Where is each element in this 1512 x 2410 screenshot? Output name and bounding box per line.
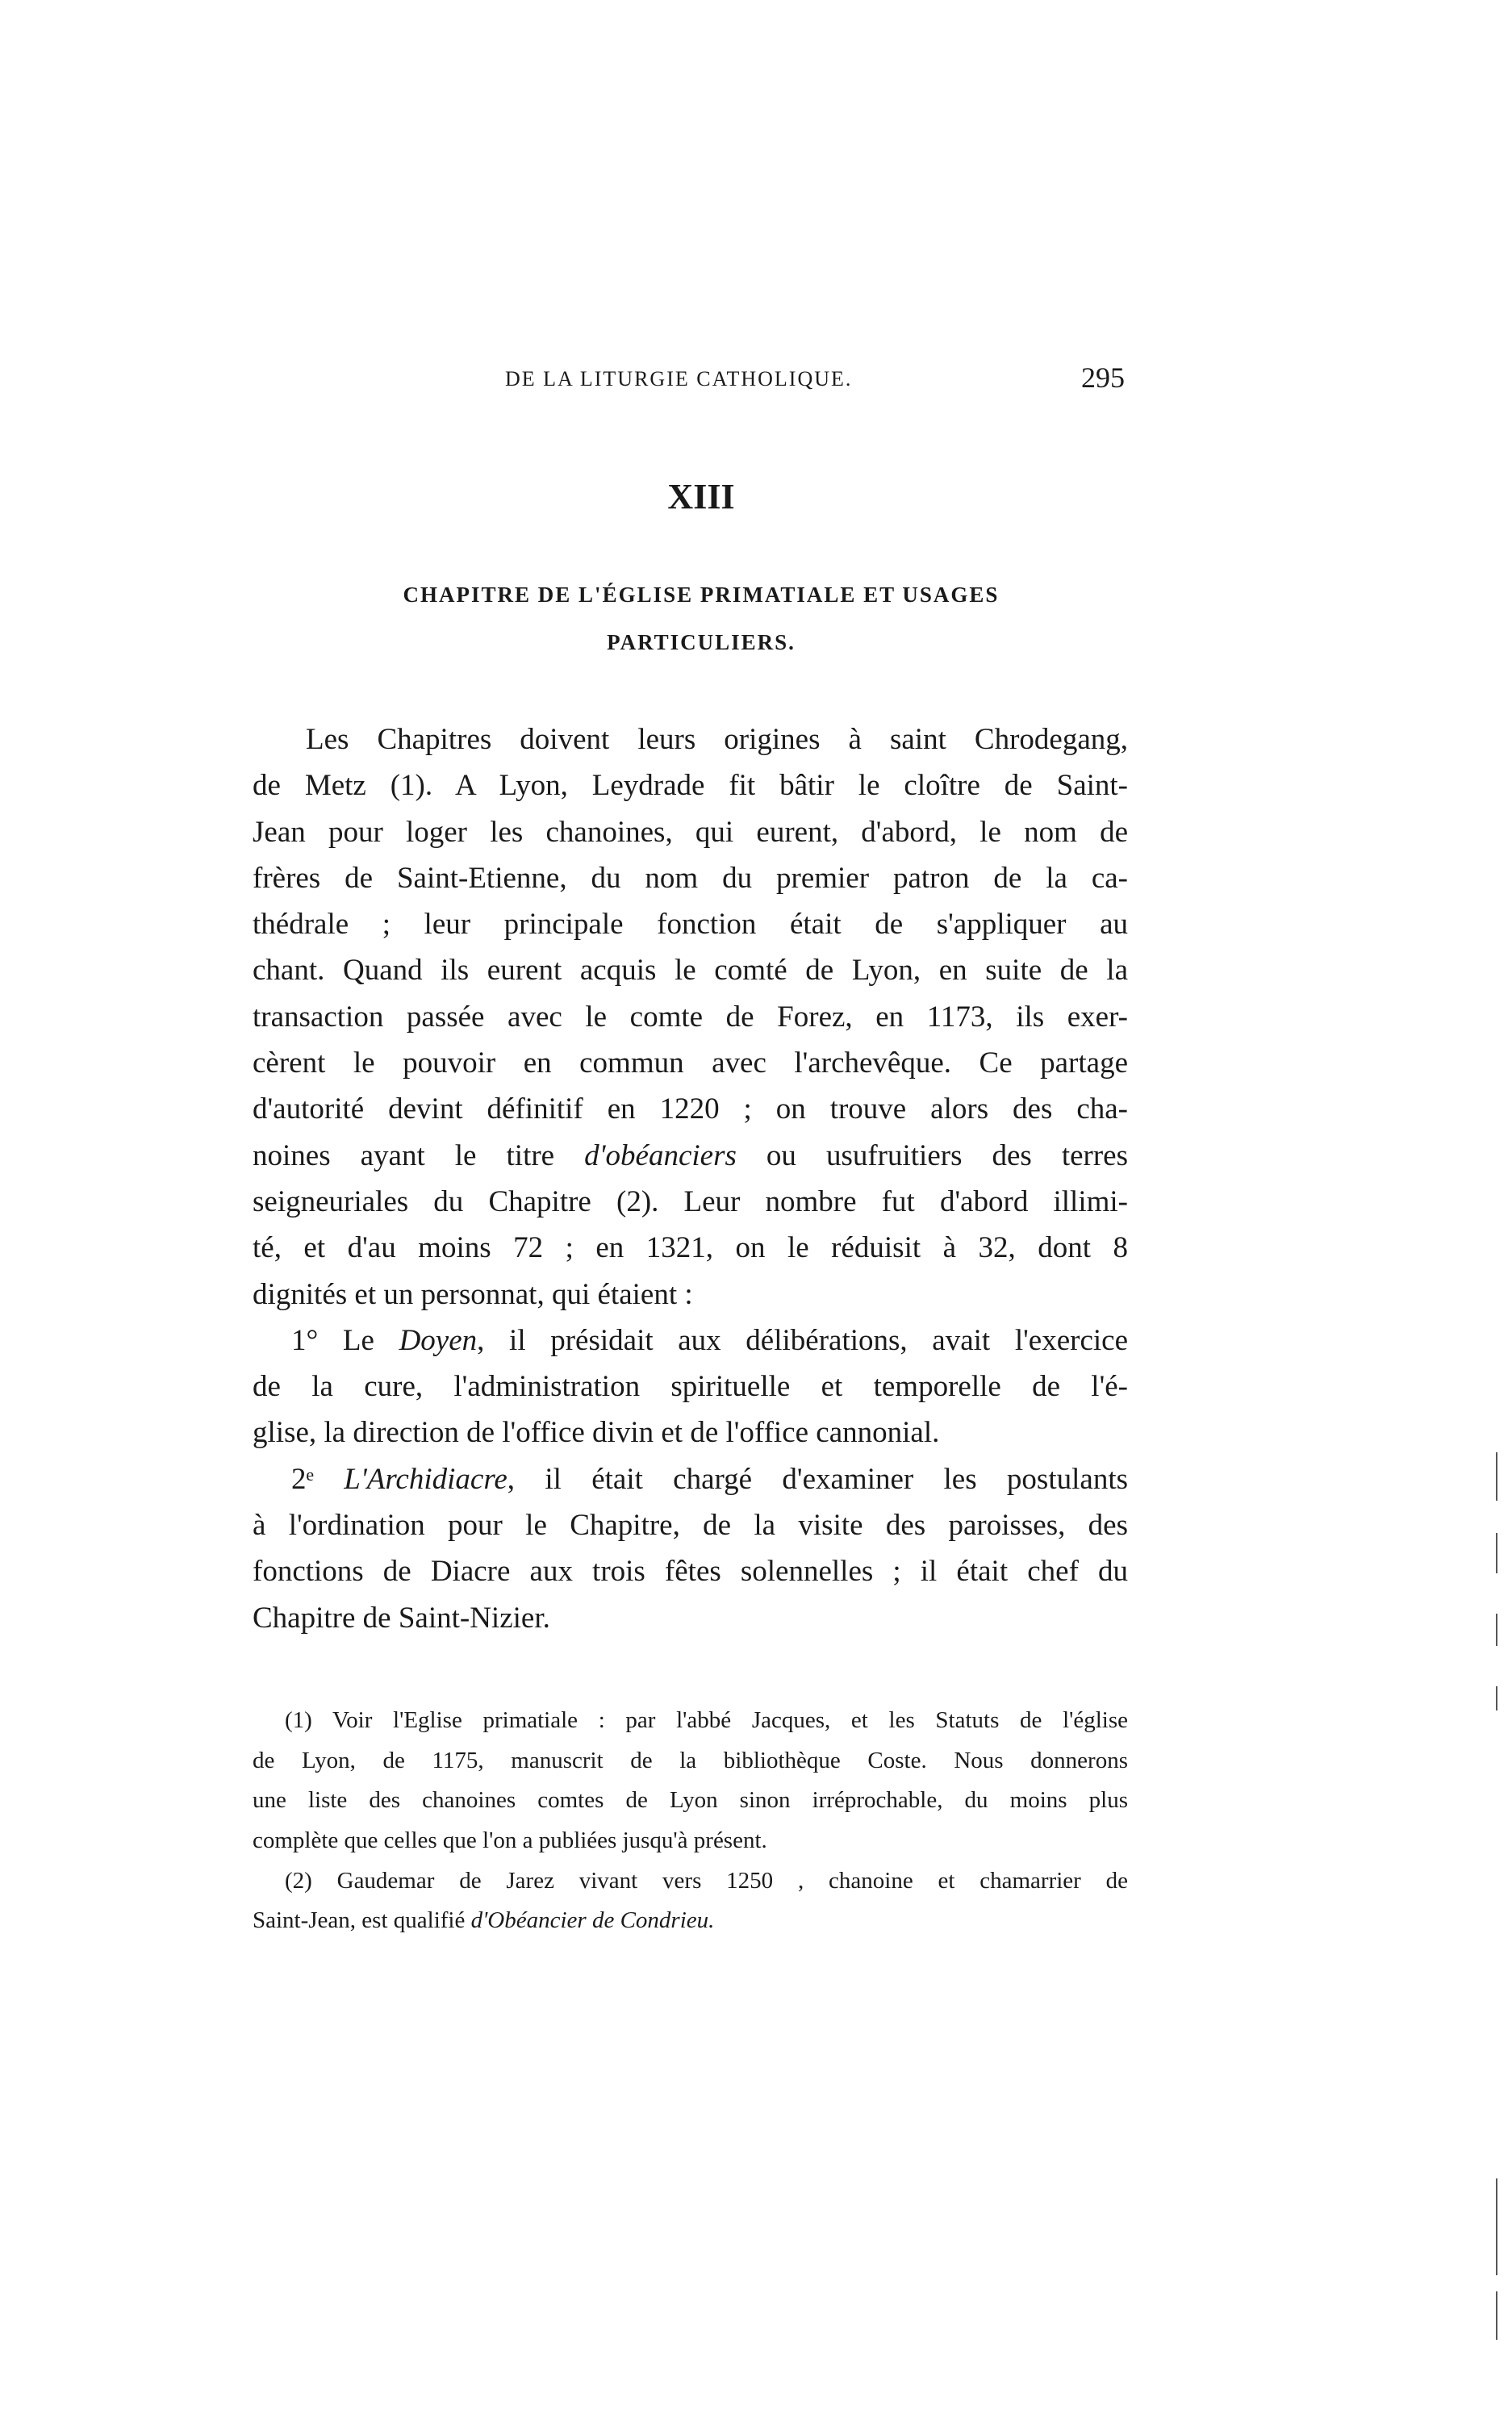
text-segment: ou usufruitiers des terres <box>736 1138 1129 1172</box>
text-line <box>253 994 1128 1040</box>
scan-edge-mark <box>1496 1533 1497 1573</box>
footnote-line <box>253 1741 1128 1781</box>
text-segment: Saint-Jean, est qualifié <box>253 1907 471 1934</box>
italic-text: L'Archidiacre <box>344 1462 507 1496</box>
text-segment: , il présidait aux délibérations, avait l'exercice <box>477 1323 1128 1357</box>
text-segment: frères de Saint-Etienne, du nom du premier patron de la ca- <box>253 861 1128 895</box>
text-segment: 1° Le <box>291 1323 399 1357</box>
text-segment: chant. Quand ils eurent acquis le comté de Lyon, en suite de la <box>253 954 1128 988</box>
footnote-line <box>253 1861 1128 1902</box>
text-line <box>253 1595 1128 1641</box>
text-segment: fonctions de Diacre aux trois fêtes solennelles ; il était chef du <box>253 1555 1128 1589</box>
footnote-line <box>253 1701 1128 1741</box>
text-line <box>253 901 1128 947</box>
text-line <box>253 855 1128 901</box>
text-segment: de Lyon, de 1175, manuscrit de la bibliothèque Coste. Nous donnerons <box>253 1747 1128 1773</box>
body-text <box>253 716 1128 1641</box>
chapter-number: XIII <box>667 477 735 516</box>
text-segment: de la cure, l'administration spirituelle et temporelle de l'é- <box>253 1370 1128 1404</box>
text-line <box>253 1225 1128 1271</box>
footnotes <box>253 1701 1128 1941</box>
text-segment: Jean pour loger les chanoines, qui eurent, d'abord, le nom de <box>253 815 1128 849</box>
text-segment: une liste des chanoines comtes de Lyon sinon irréprochable, du moins plus <box>253 1787 1128 1814</box>
text-segment: té, et d'au moins 72 ; en 1321, on le réduisit à 32, dont 8 <box>253 1231 1128 1265</box>
text-line <box>253 1456 1128 1502</box>
text-segment: complète que celles que l'on a publiées jusqu'à présent. <box>253 1827 767 1854</box>
text-segment: Les Chapitres doivent leurs origines à saint Chrodegang, <box>306 723 1128 756</box>
text-line <box>253 947 1128 993</box>
text-segment: , il était chargé d'examiner les postulants <box>507 1462 1128 1496</box>
text-segment: cèrent le pouvoir en commun avec l'archevêque. Ce partage <box>253 1046 1128 1080</box>
footnote-line <box>253 1901 1128 1941</box>
text-segment: noines ayant le titre <box>253 1138 585 1172</box>
text-line <box>253 1272 1128 1318</box>
footnote-line <box>253 1781 1128 1821</box>
text-line <box>253 1410 1128 1456</box>
text-segment: de Metz (1). A Lyon, Leydrade fit bâtir le cloître de Saint- <box>253 769 1128 803</box>
text-line <box>253 1040 1128 1086</box>
page-number: 295 <box>1081 361 1125 394</box>
text-segment: (2) Gaudemar de Jarez vivant vers 1250 , chanoine et chamarrier de <box>285 1867 1128 1894</box>
text-segment: Chapitre de Saint-Nizier. <box>253 1601 550 1635</box>
scan-edge-mark <box>1496 1452 1497 1501</box>
chapter-title-line: CHAPITRE DE L'ÉGLISE PRIMATIALE ET USAGES <box>403 583 1000 607</box>
text-segment: (1) Voir l'Eglise primatiale : par l'abbé Jacques, et les Statuts de l'église <box>285 1707 1128 1733</box>
text-segment: à l'ordination pour le Chapitre, de la visite des paroisses, des <box>253 1509 1128 1543</box>
text-segment: d'autorité devint définitif en 1220 ; on trouve alors des cha- <box>253 1092 1128 1126</box>
text-line <box>253 1179 1128 1225</box>
italic-text: Doyen <box>399 1323 478 1357</box>
running-head: DE LA LITURGIE CATHOLIQUE. <box>505 367 853 391</box>
text-segment: glise, la direction de l'office divin et de l'office cannonial. <box>253 1416 940 1450</box>
text-line <box>253 1133 1128 1179</box>
text-segment: dignités et un personnat, qui étaient : <box>253 1277 693 1311</box>
text-segment: seigneuriales du Chapitre (2). Leur nombre fut d'abord illimi- <box>253 1184 1128 1218</box>
chapter-title-line: PARTICULIERS. <box>607 630 796 654</box>
scan-edge-mark <box>1496 2178 1497 2275</box>
scan-edge-mark <box>1496 1614 1497 1646</box>
italic-text: d'Obéancier de Condrieu. <box>470 1907 715 1934</box>
text-line <box>253 1502 1128 1548</box>
text-segment: transaction passée avec le comte de Forez, en 1173, ils exer- <box>253 1000 1128 1034</box>
text-segment: thédrale ; leur principale fonction était de s'appliquer au <box>253 908 1128 942</box>
text-line <box>253 716 1128 762</box>
text-line <box>253 1086 1128 1132</box>
scan-edge-mark <box>1496 1686 1497 1710</box>
text-segment: 2ᵉ <box>291 1462 345 1496</box>
text-line <box>253 809 1128 855</box>
text-line <box>253 762 1128 808</box>
text-line <box>253 1548 1128 1594</box>
text-line <box>253 1318 1128 1364</box>
text-line <box>253 1364 1128 1410</box>
italic-text: d'obéanciers <box>584 1138 737 1172</box>
scan-edge-mark <box>1496 2291 1497 2340</box>
footnote-line <box>253 1821 1128 1861</box>
